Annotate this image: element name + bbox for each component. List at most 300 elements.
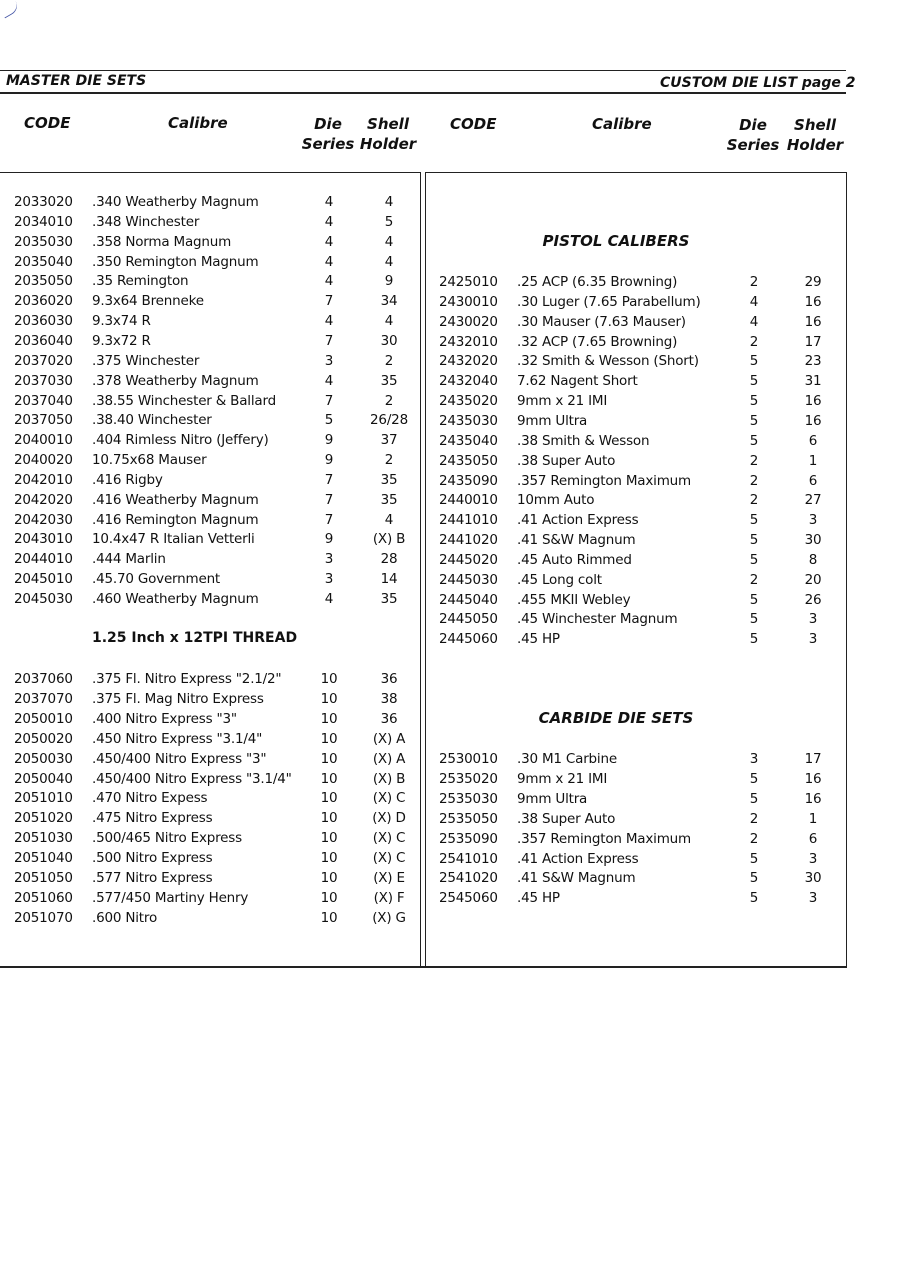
calibre-cell: .45 Long colt [517, 571, 602, 588]
shell-holder-cell: 6 [808, 830, 818, 847]
table-row [0, 510, 903, 530]
shell-holder-cell: (X) C [372, 830, 406, 847]
calibre-cell: .500 Nitro Express [92, 850, 213, 867]
code-cell: 2051070 [14, 909, 73, 926]
shell-holder-cell: (X) B [372, 770, 406, 787]
shell-holder-cell: 8 [808, 551, 818, 568]
die-series-cell: 2 [749, 810, 759, 827]
calibre-cell: .38.55 Winchester & Ballard [92, 392, 276, 409]
die-series-cell: 3 [749, 751, 759, 767]
shell-holder-cell: 37 [380, 432, 398, 449]
code-cell: 2036020 [14, 293, 73, 310]
calibre-cell: .41 Action Express [517, 850, 639, 867]
table-row [0, 351, 903, 371]
shell-holder-cell: (X) B [372, 531, 406, 548]
table-top-rule [0, 172, 420, 173]
code-cell: 2432020 [439, 353, 498, 370]
shell-holder-cell: 16 [804, 412, 822, 429]
table-row [0, 431, 903, 451]
header-right-title: CUSTOM DIE LIST page 2 [660, 75, 856, 91]
shell-holder-cell: 35 [380, 471, 398, 488]
code-cell: 2042010 [14, 471, 73, 488]
die-series-cell: 4 [749, 313, 759, 330]
shell-holder-cell: 3 [808, 631, 818, 648]
shell-holder-cell: 6 [808, 432, 818, 449]
code-cell: 2435020 [439, 393, 498, 410]
thread-heading: 1.25 Inch x 12TPI THREAD [92, 630, 298, 646]
die-series-cell: 5 [324, 412, 334, 429]
die-series-cell: 4 [324, 313, 334, 330]
code-cell: 2035030 [14, 233, 73, 250]
calibre-cell: .45 HP [517, 631, 560, 648]
shell-holder-cell: 4 [384, 313, 394, 330]
calibre-cell: .45 Winchester Magnum [517, 611, 678, 628]
code-cell: 2440010 [439, 492, 498, 509]
die-series-cell: 5 [749, 890, 759, 907]
col-die-series-left [300, 114, 356, 154]
die-series-cell: 10 [320, 750, 338, 767]
code-cell: 2050040 [14, 770, 73, 787]
table-row [0, 212, 903, 232]
code-cell: 2530010 [439, 751, 498, 767]
code-cell: 2045010 [14, 571, 73, 588]
col-die-line2: Series [301, 135, 355, 153]
table-row [0, 829, 903, 849]
shell-holder-cell: 16 [804, 313, 822, 330]
col-die-series-right [724, 115, 782, 155]
shell-holder-cell: 17 [804, 751, 822, 767]
calibre-cell: 9.3x64 Brenneke [92, 293, 204, 310]
die-series-cell: 5 [749, 432, 759, 449]
shell-holder-cell: 28 [380, 551, 398, 568]
code-cell: 2051040 [14, 850, 73, 867]
code-cell: 2037020 [14, 352, 73, 369]
shell-holder-cell: 36 [380, 671, 398, 687]
shell-holder-cell: 2 [384, 452, 394, 469]
shell-holder-cell: 30 [804, 870, 822, 887]
carbide-die-sets-heading: CARBIDE DIE SETS [538, 709, 694, 727]
code-cell: 2051010 [14, 790, 73, 807]
die-series-cell: 5 [749, 611, 759, 628]
calibre-cell: .450/400 Nitro Express "3" [92, 750, 267, 767]
header-rule-bottom [0, 92, 846, 94]
shell-holder-cell: 34 [380, 293, 398, 310]
code-cell: 2445020 [439, 551, 498, 568]
die-series-cell: 2 [749, 472, 759, 489]
calibre-cell: .35 Remington [92, 273, 189, 290]
table-row [0, 471, 903, 491]
code-cell: 2034010 [14, 213, 73, 230]
shell-holder-cell: 26/28 [370, 412, 408, 429]
calibre-cell: .577/450 Martiny Henry [92, 889, 249, 906]
die-series-cell: 4 [324, 213, 334, 230]
shell-holder-cell: 16 [804, 293, 822, 310]
shell-holder-cell: (X) A [372, 730, 406, 747]
die-series-cell: 4 [324, 372, 334, 389]
code-cell: 2040010 [14, 432, 73, 449]
table-row [0, 570, 903, 590]
table-row [0, 590, 903, 610]
code-cell: 2042020 [14, 491, 73, 508]
table-row [0, 332, 903, 352]
calibre-cell: .378 Weatherby Magnum [92, 372, 259, 389]
calibre-cell: 10.4x47 R Italian Vetterli [92, 531, 255, 548]
col-die-line2-right: Series [726, 136, 780, 154]
calibre-cell: .30 Luger (7.65 Parabellum) [517, 293, 701, 310]
table-row [0, 868, 903, 888]
table-row [0, 550, 903, 570]
table-row [0, 411, 903, 431]
code-cell: 2430010 [439, 293, 498, 310]
shell-holder-cell: 35 [380, 491, 398, 508]
calibre-cell: .470 Nitro Expess [92, 790, 208, 807]
code-cell: 2036040 [14, 332, 73, 349]
calibre-cell: .577 Nitro Express [92, 870, 213, 886]
die-series-cell: 10 [320, 690, 338, 707]
die-series-cell: 7 [324, 293, 334, 310]
calibre-cell: 9mm x 21 IMI [517, 770, 608, 787]
calibre-cell: 10mm Auto [517, 492, 595, 509]
code-cell: 2535030 [439, 790, 498, 807]
die-series-cell: 4 [324, 253, 334, 270]
calibre-cell: .416 Rigby [92, 471, 163, 488]
shell-holder-cell: 20 [804, 571, 822, 588]
shell-holder-cell: 4 [384, 253, 394, 270]
col-code-right: CODE [450, 115, 497, 133]
code-cell: 2445050 [439, 611, 498, 628]
calibre-cell: .450/400 Nitro Express "3.1/4" [92, 770, 292, 787]
die-series-cell: 4 [324, 591, 334, 607]
code-cell: 2535090 [439, 830, 498, 847]
calibre-cell: .32 ACP (7.65 Browning) [517, 333, 678, 350]
calibre-cell: .41 S&W Magnum [517, 532, 636, 549]
die-series-cell: 5 [749, 850, 759, 867]
table-row [0, 849, 903, 869]
die-series-cell: 10 [320, 909, 338, 926]
calibre-cell: .30 Mauser (7.63 Mauser) [517, 313, 686, 330]
shell-holder-cell: 4 [384, 511, 394, 528]
shell-holder-cell: 30 [804, 532, 822, 549]
die-series-cell: 2 [749, 452, 759, 469]
die-series-cell: 2 [749, 333, 759, 350]
table-row [0, 490, 903, 510]
calibre-cell: .444 Marlin [92, 551, 166, 568]
calibre-cell: .375 Fl. Mag Nitro Express [92, 690, 264, 707]
shell-holder-cell: (X) G [372, 909, 406, 926]
calibre-cell: 10.75x68 Mauser [92, 452, 207, 469]
table-row [0, 609, 903, 629]
calibre-cell: .455 MKII Webley [517, 591, 631, 608]
table-row [0, 749, 903, 769]
code-cell: 2033020 [14, 194, 73, 210]
die-series-cell: 2 [749, 830, 759, 847]
table-top-rule-right [426, 172, 846, 173]
shell-holder-cell: 23 [804, 353, 822, 370]
die-series-cell: 5 [749, 512, 759, 529]
calibre-cell: .416 Weatherby Magnum [92, 491, 259, 508]
code-cell: 2042030 [14, 511, 73, 528]
shell-holder-cell: (X) C [372, 850, 406, 867]
die-series-cell: 5 [749, 870, 759, 887]
calibre-cell: 9.3x74 R [92, 313, 151, 330]
die-series-cell: 10 [320, 770, 338, 787]
die-series-cell: 5 [749, 532, 759, 549]
table-row [0, 192, 903, 212]
die-series-cell: 10 [320, 671, 338, 687]
shell-holder-cell: 16 [804, 393, 822, 410]
code-cell: 2037030 [14, 372, 73, 389]
die-series-cell: 7 [324, 491, 334, 508]
die-series-cell: 5 [749, 412, 759, 429]
calibre-cell: .41 Action Express [517, 512, 639, 529]
table-row [0, 809, 903, 829]
die-series-cell: 7 [324, 511, 334, 528]
shell-holder-cell: 3 [808, 890, 818, 907]
shell-holder-cell: 1 [808, 452, 818, 469]
col-die-line1-right: Die [739, 116, 767, 134]
code-cell: 2050010 [14, 710, 73, 727]
shell-holder-cell: 26 [804, 591, 822, 608]
shell-holder-cell: 1 [808, 810, 818, 827]
shell-holder-cell: 17 [804, 333, 822, 350]
table-row [0, 729, 903, 749]
shell-holder-cell: 9 [384, 273, 394, 290]
table-row [0, 272, 903, 292]
die-series-cell: 5 [749, 393, 759, 410]
shell-holder-cell: 14 [380, 571, 398, 588]
code-cell: 2036030 [14, 313, 73, 330]
shell-holder-cell: 4 [384, 194, 394, 210]
code-cell: 2040020 [14, 452, 73, 469]
shell-holder-cell: (X) C [372, 790, 406, 807]
calibre-cell: .25 ACP (6.35 Browning) [517, 274, 678, 290]
table-row [0, 371, 903, 391]
calibre-cell: .41 S&W Magnum [517, 870, 636, 887]
shell-holder-cell: 3 [808, 512, 818, 529]
shell-holder-cell: 3 [808, 611, 818, 628]
die-series-cell: 10 [320, 730, 338, 747]
calibre-cell: 9mm Ultra [517, 790, 588, 807]
shell-holder-cell: (X) D [372, 810, 406, 827]
code-cell: 2037050 [14, 412, 73, 429]
die-series-cell: 10 [320, 830, 338, 847]
code-cell: 2051020 [14, 810, 73, 827]
die-series-cell: 7 [324, 392, 334, 409]
col-shell-line1: Shell [367, 115, 409, 133]
code-cell: 2441020 [439, 532, 498, 549]
calibre-cell: .32 Smith & Wesson (Short) [517, 353, 699, 370]
code-cell: 2051030 [14, 830, 73, 847]
shell-holder-cell: 2 [384, 392, 394, 409]
die-series-cell: 10 [320, 710, 338, 727]
code-cell: 2545060 [439, 890, 498, 907]
calibre-cell: .404 Rimless Nitro (Jeffery) [92, 432, 269, 449]
code-cell: 2043010 [14, 531, 73, 548]
calibre-cell: .348 Winchester [92, 213, 200, 230]
die-series-cell: 3 [324, 551, 334, 568]
shell-holder-cell: 5 [384, 213, 394, 230]
col-calibre-right: Calibre [592, 115, 652, 133]
die-series-cell: 2 [749, 571, 759, 588]
calibre-cell: .45 HP [517, 890, 560, 907]
code-cell: 2035040 [14, 253, 73, 270]
shell-holder-cell: 29 [804, 274, 822, 290]
die-series-cell: 5 [749, 631, 759, 648]
die-series-cell: 3 [324, 571, 334, 588]
calibre-cell: .340 Weatherby Magnum [92, 194, 259, 210]
shell-holder-cell: 4 [384, 233, 394, 250]
code-cell: 2535020 [439, 770, 498, 787]
table-row [0, 530, 903, 550]
shell-holder-cell: 2 [384, 352, 394, 369]
calibre-cell: .475 Nitro Express [92, 810, 213, 827]
die-series-cell: 5 [749, 551, 759, 568]
die-series-cell: 10 [320, 790, 338, 807]
calibre-cell: .38 Super Auto [517, 810, 616, 827]
code-cell: 2430020 [439, 313, 498, 330]
col-shell-line2: Holder [359, 135, 417, 153]
table-row [0, 669, 903, 689]
col-shell-holder-left [358, 114, 418, 154]
code-cell: 2432040 [439, 373, 498, 390]
shell-holder-cell: 3 [808, 850, 818, 867]
code-cell: 2044010 [14, 551, 73, 568]
calibre-cell: .357 Remington Maximum [517, 472, 691, 489]
calibre-cell: .38 Smith & Wesson [517, 432, 650, 449]
calibre-cell: .416 Remington Magnum [92, 511, 259, 528]
calibre-cell: .375 Fl. Nitro Express "2.1/2" [92, 671, 282, 687]
col-shell-line2-right: Holder [786, 136, 844, 154]
col-calibre-left: Calibre [168, 114, 228, 132]
col-die-line1: Die [314, 115, 342, 133]
table-row [0, 888, 903, 908]
shell-holder-cell: 31 [804, 373, 822, 390]
calibre-cell: 7.62 Nagent Short [517, 373, 638, 390]
calibre-cell: .375 Winchester [92, 352, 200, 369]
die-series-cell: 9 [324, 452, 334, 469]
table-row [0, 789, 903, 809]
code-cell: 2035050 [14, 273, 73, 290]
die-series-cell: 10 [320, 810, 338, 827]
code-cell: 2425010 [439, 274, 498, 290]
code-cell: 2445030 [439, 571, 498, 588]
die-series-cell: 10 [320, 889, 338, 906]
table-row [0, 391, 903, 411]
calibre-cell: .600 Nitro [92, 909, 158, 926]
die-series-cell: 5 [749, 373, 759, 390]
code-cell: 2045030 [14, 591, 73, 607]
calibre-cell: .500/465 Nitro Express [92, 830, 242, 847]
shell-holder-cell: 27 [804, 492, 822, 509]
calibre-cell: .400 Nitro Express "3" [92, 710, 237, 727]
die-series-cell: 3 [324, 352, 334, 369]
die-series-cell: 5 [749, 353, 759, 370]
die-series-cell: 9 [324, 432, 334, 449]
code-cell: 2445060 [439, 631, 498, 648]
table-row [0, 689, 903, 709]
calibre-cell: .45 Auto Rimmed [517, 551, 632, 568]
code-cell: 2050020 [14, 730, 73, 747]
calibre-cell: 9mm x 21 IMI [517, 393, 608, 410]
code-cell: 2051060 [14, 889, 73, 906]
calibre-cell: .358 Norma Magnum [92, 233, 232, 250]
code-cell: 2445040 [439, 591, 498, 608]
calibre-cell: .45.70 Government [92, 571, 221, 588]
calibre-cell: .38.40 Winchester [92, 412, 212, 429]
shell-holder-cell: 16 [804, 790, 822, 807]
code-cell: 2050030 [14, 750, 73, 767]
header-left-title: MASTER DIE SETS [6, 73, 147, 89]
table-row [0, 908, 903, 928]
shell-holder-cell: (X) A [372, 750, 406, 767]
die-series-cell: 2 [749, 492, 759, 509]
shell-holder-cell: 6 [808, 472, 818, 489]
die-series-cell: 5 [749, 770, 759, 787]
die-series-cell: 7 [324, 332, 334, 349]
code-cell: 2535050 [439, 810, 498, 827]
die-series-cell: 4 [324, 273, 334, 290]
die-series-cell: 5 [749, 591, 759, 608]
calibre-cell: 9mm Ultra [517, 412, 588, 429]
table-row [0, 769, 903, 789]
shell-holder-cell: (X) F [373, 889, 405, 906]
table-row [0, 252, 903, 272]
col-shell-line1-right: Shell [794, 116, 836, 134]
calibre-cell: .450 Nitro Express "3.1/4" [92, 730, 263, 747]
table-row [0, 451, 903, 471]
code-cell: 2435030 [439, 412, 498, 429]
calibre-cell: .460 Weatherby Magnum [92, 591, 259, 607]
code-cell: 2441010 [439, 512, 498, 529]
shell-holder-cell: 16 [804, 770, 822, 787]
die-series-cell: 7 [324, 471, 334, 488]
calibre-cell: .38 Super Auto [517, 452, 616, 469]
calibre-cell: .357 Remington Maximum [517, 830, 691, 847]
code-cell: 2037060 [14, 671, 73, 687]
code-cell: 2051050 [14, 870, 73, 886]
table-row [0, 312, 903, 332]
code-cell: 2432010 [439, 333, 498, 350]
col-code-left: CODE [24, 114, 71, 132]
table-row [0, 629, 903, 649]
shell-holder-cell: (X) E [373, 870, 405, 886]
die-series-cell: 10 [320, 850, 338, 867]
code-cell: 2435050 [439, 452, 498, 469]
code-cell: 2037070 [14, 690, 73, 707]
header-rule-top [0, 70, 846, 71]
shell-holder-cell: 35 [380, 372, 398, 389]
pistol-calibers-heading: PISTOL CALIBERS [542, 232, 690, 250]
die-series-cell: 4 [749, 293, 759, 310]
die-series-cell: 10 [320, 870, 338, 886]
code-cell: 2435040 [439, 432, 498, 449]
table-row [0, 292, 903, 312]
pen-mark [0, 0, 21, 18]
code-cell: 2541010 [439, 850, 498, 867]
calibre-cell: .350 Remington Magnum [92, 253, 259, 270]
col-shell-holder-right [786, 115, 844, 155]
table-bottom-rule [0, 966, 847, 968]
shell-holder-cell: 38 [380, 690, 398, 707]
code-cell: 2541020 [439, 870, 498, 887]
die-series-cell: 9 [324, 531, 334, 548]
shell-holder-cell: 35 [380, 591, 398, 607]
calibre-cell: .30 M1 Carbine [517, 751, 617, 767]
calibre-cell: 9.3x72 R [92, 332, 151, 349]
shell-holder-cell: 36 [380, 710, 398, 727]
shell-holder-cell: 30 [380, 332, 398, 349]
die-series-cell: 4 [324, 233, 334, 250]
